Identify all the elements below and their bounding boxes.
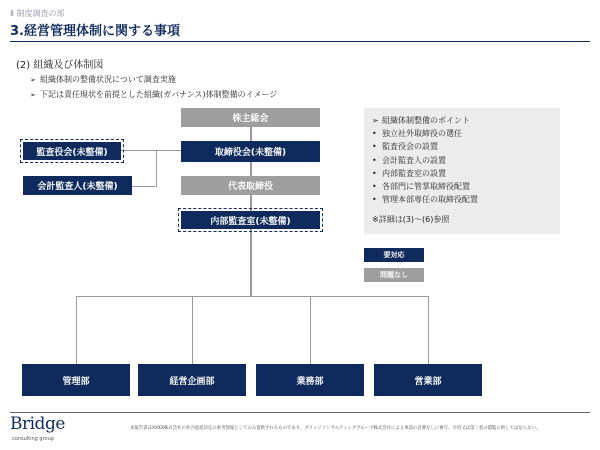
auditors-board-box: 監査役会(未整備) — [23, 142, 121, 160]
company-logo: Bridge — [10, 414, 65, 434]
points-item — [372, 167, 552, 180]
points-heading-text: 組織体制整備のポイント — [382, 116, 470, 125]
accounting-auditor-box: 会計監査人(未整備) — [23, 176, 132, 195]
points-item-text: 内部監査室の設置 — [382, 168, 446, 178]
department-box: 営業部 — [374, 364, 482, 396]
bullet-item — [30, 74, 176, 85]
representative-box: 代表取締役 — [181, 176, 320, 195]
points-item — [372, 140, 552, 153]
departments-bus — [76, 296, 428, 297]
bullet-text: 組織体制の整備状況について調査実施 — [40, 75, 176, 84]
disclaimer: 本報告書はXXXX株式会社の社内意思決定の参考情報としてのみ提供されるものであり、ブリッジコンサルティンググループ株式会社による事前の自署なしに複写、引用又は第三者の閲覧に供してはならない。 — [130, 426, 541, 431]
bullet-dot-icon: • — [372, 129, 377, 139]
bullet-dot-icon: • — [372, 195, 377, 205]
title-divider — [10, 41, 590, 42]
section-label: Ⅱ 制度調査の部 — [10, 9, 65, 18]
points-item — [372, 127, 552, 140]
auditors-connector — [121, 150, 181, 151]
dept-drop-4 — [428, 296, 429, 364]
bullet-dot-icon: • — [372, 142, 377, 152]
footer-divider — [10, 412, 590, 413]
arrow-icon: ➢ — [30, 76, 36, 84]
page-title: 3.経営管理体制に関する事項 — [10, 24, 180, 39]
shareholders-box: 株主総会 — [181, 108, 320, 127]
points-heading — [372, 114, 552, 127]
dept-drop-2 — [192, 296, 193, 364]
company-logo-sub: consulting group — [12, 436, 54, 442]
dept-drop-1 — [76, 296, 77, 364]
legend-no-issue: 問題なし — [364, 268, 424, 282]
bullet-item — [30, 89, 277, 100]
points-item — [372, 193, 552, 206]
legend-needs-action: 要対応 — [364, 248, 424, 262]
points-reference: ※詳細は(3)～(6)参照 — [372, 215, 450, 225]
internal-audit-box: 内部監査室(未整備) — [181, 211, 320, 229]
points-item-text: 会計監査人の設置 — [382, 155, 446, 165]
arrow-icon: ➢ — [372, 116, 379, 125]
bullet-text: 下記は責任現状を前提とした組織(ガバナンス)体制整備のイメージ — [40, 90, 278, 99]
department-box: 経営企画部 — [138, 364, 246, 396]
bullet-dot-icon: • — [372, 182, 377, 192]
sub-heading: (2) 組織及び体制図 — [16, 60, 104, 71]
department-box: 業務部 — [256, 364, 364, 396]
department-box: 管理部 — [22, 364, 130, 396]
points-panel — [364, 108, 560, 234]
bullet-dot-icon: • — [372, 168, 377, 178]
points-item-text: 各部門に管掌取締役配置 — [382, 182, 470, 192]
dept-drop-3 — [310, 296, 311, 364]
board-box: 取締役会(未整備) — [181, 141, 320, 162]
points-item — [372, 154, 552, 167]
points-item-text: 独立社外取締役の選任 — [382, 129, 462, 139]
accountant-connector-h — [132, 186, 156, 187]
accountant-connector-v — [156, 150, 157, 187]
arrow-icon: ➢ — [30, 91, 36, 99]
points-item-text: 管理本部専任の取締役配置 — [382, 195, 478, 205]
points-item-text: 監査役会の設置 — [382, 142, 438, 152]
bullet-dot-icon: • — [372, 155, 377, 165]
points-item — [372, 180, 552, 193]
